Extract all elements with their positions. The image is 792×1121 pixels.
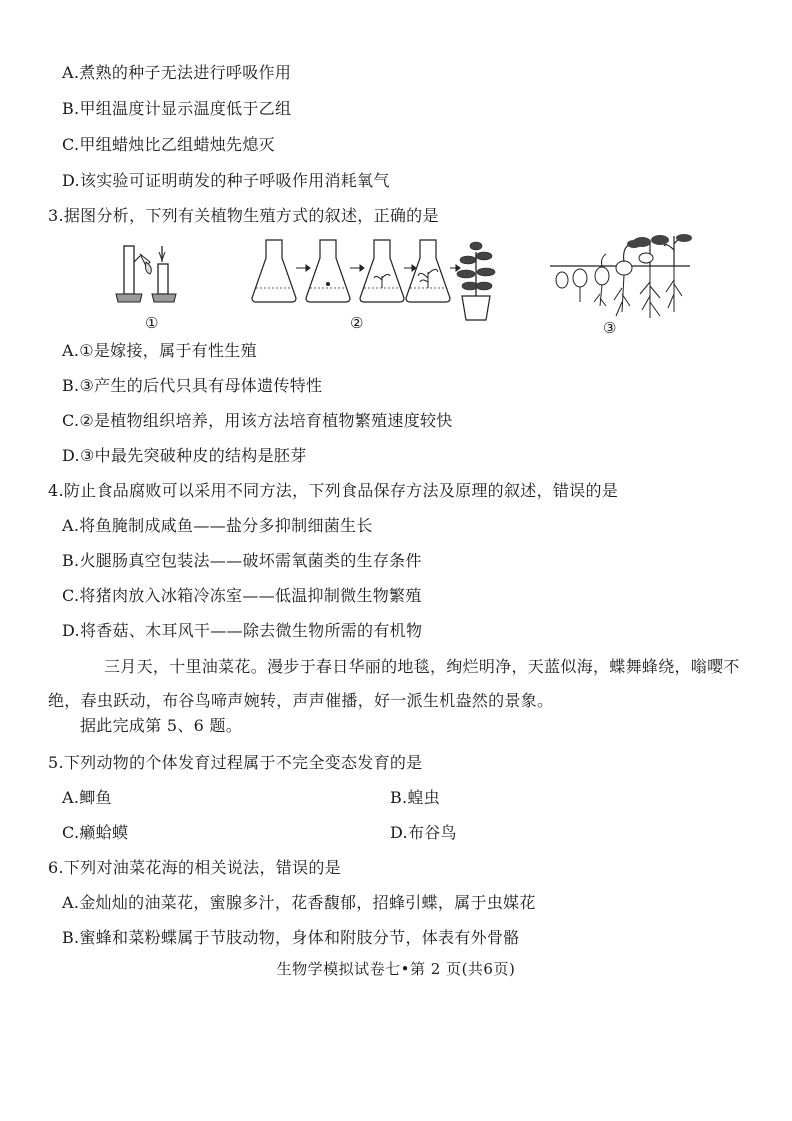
q2-option-a: A.煮熟的种子无法进行呼吸作用 <box>62 63 292 82</box>
figure-label-3: ③ <box>603 319 617 337</box>
q2-option-b: B.甲组温度计显示温度低于乙组 <box>62 99 292 118</box>
q2-option-c: C.甲组蜡烛比乙组蜡烛先熄灭 <box>62 135 275 154</box>
q6-option-b: B.蜜蜂和菜粉蝶属于节肢动物，身体和附肢分节，体表有外骨骼 <box>62 928 520 947</box>
grafting-figure <box>110 232 180 312</box>
q6-option-a: A.金灿灿的油菜花，蜜腺多汁，花香馥郁，招蜂引蝶，属于虫媒花 <box>62 893 536 912</box>
q4-option-a: A.将鱼腌制成咸鱼——盐分多抑制细菌生长 <box>62 516 373 535</box>
q5-option-b: B.蝗虫 <box>390 788 441 807</box>
q6-stem: 6.下列对油菜花海的相关说法，错误的是 <box>48 858 341 877</box>
q4-option-b: B.火腿肠真空包装法——破坏需氧菌类的生存条件 <box>62 551 422 570</box>
passage-note: 据此完成第 5、6 题。 <box>80 716 243 735</box>
tissue-culture-figure <box>250 232 500 324</box>
q3-stem: 3.据图分析，下列有关植物生殖方式的叙述，正确的是 <box>48 206 439 225</box>
q5-stem: 5.下列动物的个体发育过程属于不完全变态发育的是 <box>48 753 423 772</box>
q4-option-d: D.将香菇、木耳风干——除去微生物所需的有机物 <box>62 621 423 640</box>
q3-option-d: D.③中最先突破种皮的结构是胚芽 <box>62 446 307 465</box>
q4-stem: 4.防止食品腐败可以采用不同方法，下列食品保存方法及原理的叙述，错误的是 <box>48 481 619 500</box>
q3-option-b: B.③产生的后代只具有母体遗传特性 <box>62 376 323 395</box>
q4-option-c: C.将猪肉放入冰箱冷冻室——低温抑制微生物繁殖 <box>62 586 422 605</box>
q5-option-d: D.布谷鸟 <box>390 823 457 842</box>
q3-figures <box>95 232 715 342</box>
reading-passage: 三月天，十里油菜花。漫步于春日华丽的地毯，绚烂明净，天蓝似海，蝶舞蜂绕，嗡嘤不绝，春虫跃动，布谷鸟啼声婉转，声声催播，好一派生机盎然的景象。 <box>48 657 740 710</box>
figure-label-1: ① <box>145 314 159 332</box>
q5-option-a: A.鲫鱼 <box>62 788 112 807</box>
q2-option-d: D.该实验可证明萌发的种子呼吸作用消耗氧气 <box>62 171 390 190</box>
q3-option-c: C.②是植物组织培养，用该方法培育植物繁殖速度较快 <box>62 411 453 430</box>
page-footer: 生物学模拟试卷七•第 2 页(共6页) <box>276 960 516 978</box>
q3-option-a: A.①是嫁接，属于有性生殖 <box>62 341 257 360</box>
seed-germination-figure <box>550 232 700 324</box>
q5-option-c: C.癞蛤蟆 <box>62 823 129 842</box>
figure-label-2: ② <box>350 314 364 332</box>
